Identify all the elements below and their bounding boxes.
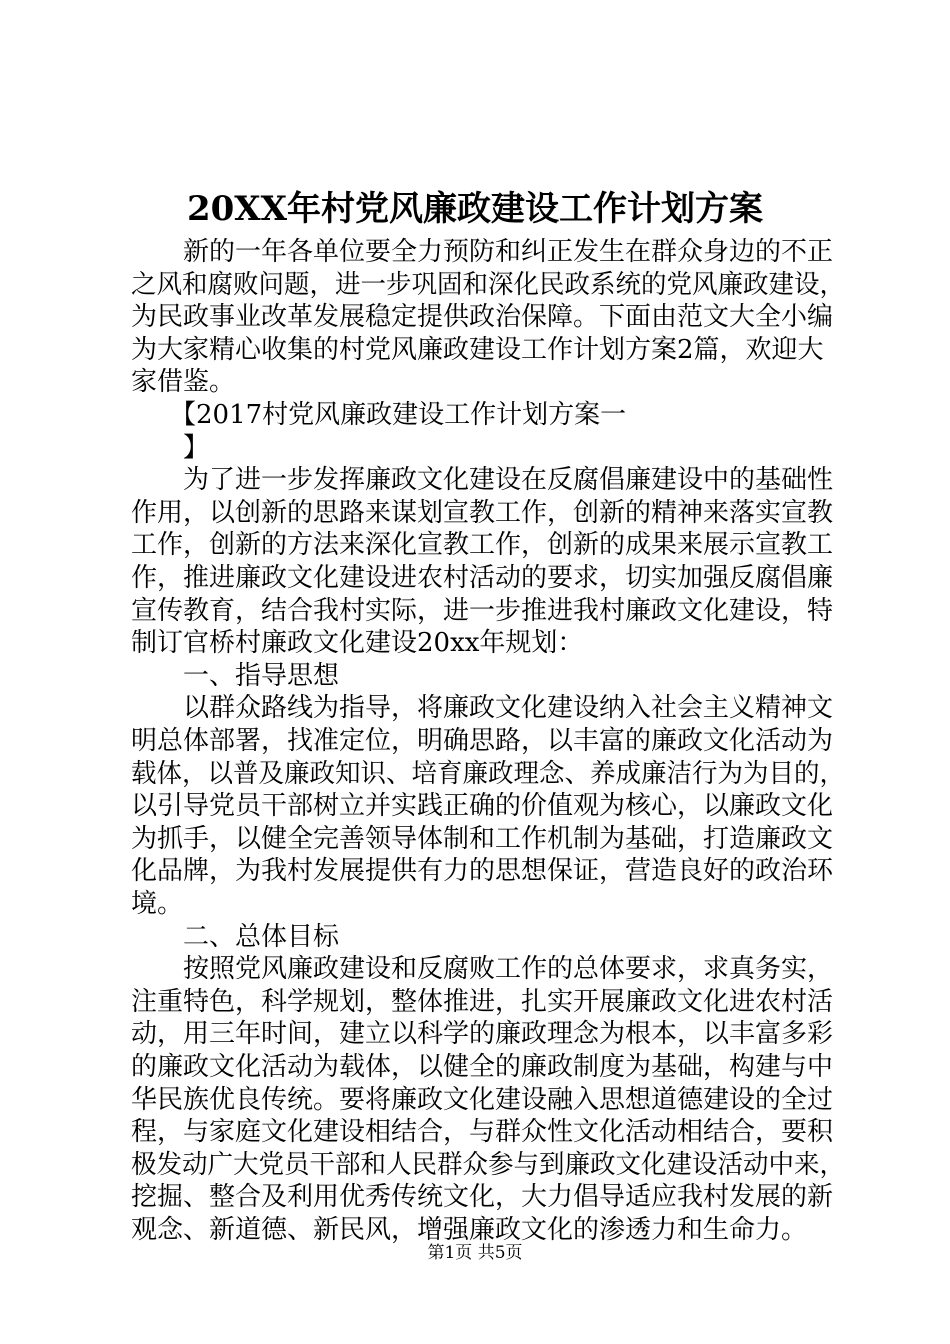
- text-line: 家借鉴。: [131, 367, 236, 398]
- text-line: 明总体部署，找准定位，明确思路，以丰富的廉政文化活动为: [131, 726, 834, 756]
- text-line: 华民族优良传统。要将廉政文化建设融入思想道德建设的全过: [131, 1084, 834, 1115]
- text-line: 宣传教育，结合我村实际，进一步推进我村廉政文化建设，特: [131, 595, 834, 626]
- text-line: 作，推进廉政文化建设进农村活动的要求，切实加强反腐倡廉: [131, 563, 834, 593]
- text-line: 以群众路线为指导，将廉政文化建设纳入社会主义精神文: [131, 693, 834, 724]
- text-line: 注重特色，科学规划，整体推进，扎实开展廉政文化进农村活: [131, 986, 834, 1017]
- text-line: 新的一年各单位要全力预防和纠正发生在群众身边的不正: [131, 237, 834, 267]
- text-line: 工作，创新的方法来深化宣教工作，创新的成果来展示宣教工: [131, 530, 834, 561]
- text-line: 为大家精心收集的村党风廉政建设工作计划方案2篇，欢迎大: [131, 334, 824, 365]
- text-line: 【2017村党风廉政建设工作计划方案一: [131, 400, 627, 430]
- text-line: 化品牌，为我村发展提供有力的思想保证，营造良好的政治环: [131, 856, 834, 887]
- text-line: 程，与家庭文化建设相结合，与群众性文化活动相结合，要积: [131, 1117, 834, 1148]
- document-title: 20XX年村党风廉政建设工作计划方案: [186, 189, 764, 229]
- text-line: 二、总体目标: [131, 921, 340, 952]
- text-line: 制订官桥村廉政文化建设20xx年规划：: [131, 628, 584, 659]
- text-line: 为民政事业改革发展稳定提供政治保障。下面由范文大全小编: [131, 302, 834, 333]
- text-line: 为了进一步发挥廉政文化建设在反腐倡廉建设中的基础性: [131, 465, 834, 496]
- text-line: 挖掘、整合及利用优秀传统文化，大力倡导适应我村发展的新: [131, 1182, 834, 1213]
- text-line: 境。: [131, 889, 184, 919]
- text-line: 作用，以创新的思路来谋划宣教工作，创新的精神来落实宣教: [131, 497, 834, 528]
- text-line: 为抓手，以健全完善领导体制和工作机制为基础，打造廉政文: [131, 823, 834, 854]
- text-line: 按照党风廉政建设和反腐败工作的总体要求，求真务实，: [131, 954, 834, 985]
- text-line: 一、指导思想: [131, 660, 340, 691]
- text-line: 的廉政文化活动为载体，以健全的廉政制度为基础，构建与中: [131, 1052, 834, 1082]
- page-footer: 第1页 共5页: [427, 1243, 523, 1263]
- text-line: 载体，以普及廉政知识、培育廉政理念、养成廉洁行为为目的，: [131, 758, 846, 789]
- text-line: 之风和腐败问题，进一步巩固和深化民政系统的党风廉政建设，: [131, 269, 846, 300]
- text-line: 极发动广大党员干部和人民群众参与到廉政文化建设活动中来，: [131, 1149, 846, 1180]
- text-line: 以引导党员干部树立并实践正确的价值观为核心，以廉政文化: [131, 791, 834, 822]
- text-line: 】: [131, 432, 210, 463]
- text-line: 观念、新道德、新民风，增强廉政文化的渗透力和生命力。: [131, 1215, 808, 1245]
- text-line: 动，用三年时间，建立以科学的廉政理念为根本，以丰富多彩: [131, 1019, 834, 1050]
